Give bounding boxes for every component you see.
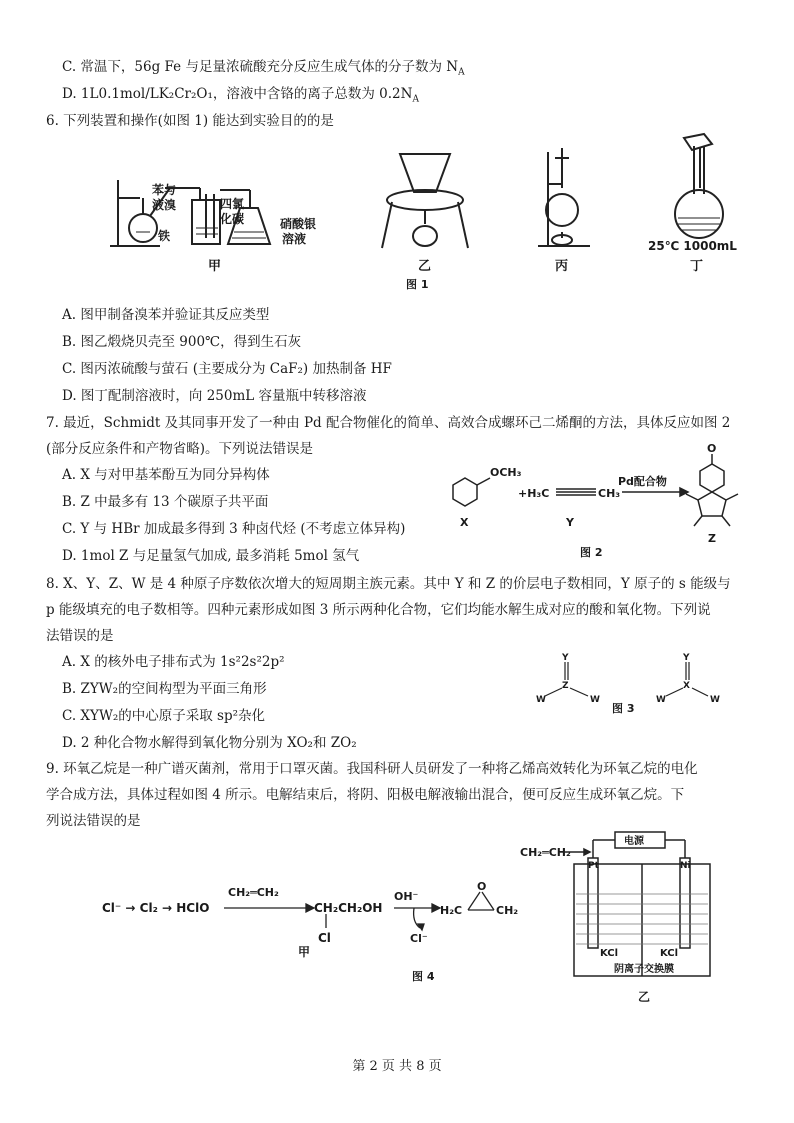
q8-option-b: B. ZYW₂的空间构型为平面三角形 — [62, 681, 267, 697]
fig3-w4: W — [710, 695, 720, 705]
fig2-och3: OCH₃ — [490, 466, 522, 479]
fig3-structures — [0, 640, 794, 720]
page-footer: 第 2 页 共 8 页 — [352, 1059, 442, 1074]
q7-stem-2: (部分反应条件和产物省略)。下列说法错误是 — [46, 441, 314, 457]
fig4-power: 电源 — [624, 836, 644, 847]
q7-option-c: C. Y 与 HBr 加成最多得到 3 种卤代烃 (不考虑立体异构) — [62, 521, 406, 537]
fig4-ethene: CH₂═CH₂ — [228, 886, 279, 899]
fig3-w2: W — [590, 695, 600, 705]
q5-option-c: C. 常温下，56g Fe 与足量浓硫酸充分反应生成气体的分子数为 $N_A$ — [62, 59, 465, 78]
fig2-reaction — [0, 440, 794, 570]
fig1-caption: 图 1 — [406, 278, 429, 291]
fig4-ethene2: CH₂═CH₂ — [520, 846, 571, 859]
fig4-chain: Cl⁻ → Cl₂ → HClO — [102, 901, 210, 915]
q9-stem-1: 9. 环氧乙烷是一种广谱灭菌剂，常用于口罩灭菌。我国科研人员研发了一种将乙烯高效转化为环氧乙烷的电化 — [46, 761, 698, 777]
q7-option-a: A. X 与对甲基苯酚互为同分异构体 — [62, 467, 270, 483]
label-ding: 丁 — [690, 259, 704, 274]
q6-option-b: B. 图乙煅烧贝壳至 900℃，得到生石灰 — [62, 334, 302, 350]
label-xiaosuan-2: 溶液 — [282, 232, 307, 246]
q8-option-c: C. XYW₂的中心原子采取 sp²杂化 — [62, 708, 266, 724]
fig4-pt: Pt — [588, 861, 599, 871]
q7-option-d: D. 1mol Z 与足量氢气加成, 最多消耗 5mol 氢气 — [62, 548, 360, 564]
fig4-product: CH₂CH₂OH — [314, 901, 383, 915]
fig4-yi: 乙 — [638, 990, 651, 1004]
fig2-plus: +H₃C — [518, 487, 550, 500]
fig4-kcl2: KCl — [660, 948, 679, 959]
fig3-y1: Y — [562, 653, 569, 663]
fig4-membrane: 阴离子交换膜 — [614, 964, 674, 975]
fig2-caption: 图 2 — [580, 546, 603, 559]
q5-option-d: D. 1L0.1mol/LK₂Cr₂O₁，溶液中含铬的离子总数为 $0.2N_A$ — [62, 86, 419, 105]
fig4-ni: Ni — [680, 861, 691, 871]
label-sifu-2: 化碳 — [220, 212, 245, 226]
q9-stem-3: 列说法错误的是 — [46, 813, 141, 829]
fig4-clminus: Cl⁻ — [410, 932, 428, 945]
q8-option-d: D. 2 种化合物水解得到氧化物分别为 XO₂和 ZO₂ — [62, 735, 357, 751]
q7-option-b: B. Z 中最多有 13 个碳原子共平面 — [62, 494, 269, 510]
fig4-oh: OH⁻ — [394, 890, 419, 903]
fig2-z: Z — [708, 532, 716, 545]
label-sifu-1: 四氯 — [220, 197, 245, 211]
fig2-o: O — [707, 442, 717, 455]
label-jia: 甲 — [208, 259, 222, 274]
fig3-w3: W — [656, 695, 666, 705]
label-benyuxiu-1: 苯与 — [152, 183, 177, 197]
fig4-o: O — [477, 880, 487, 893]
q8-option-a: A. X 的核外电子排布式为 1s²2s²2p² — [62, 654, 285, 670]
q8-stem-2: p 能级填充的电子数相等。四种元素形成如图 3 所示两种化合物，它们均能水解生成对应的酸和氧化物。下列说 — [46, 602, 711, 618]
label-tie: 铁 — [158, 229, 171, 243]
q9-stem-2: 学合成方法，具体过程如图 4 所示。电解结束后，将阴、阳极电解液输出混合，便可反应生成环氧乙烷。下 — [46, 787, 685, 803]
label-vol: 25℃ 1000mL — [648, 239, 737, 253]
fig3-x: X — [683, 681, 690, 691]
fig2-catalyst: Pd配合物 — [618, 475, 667, 488]
fig4-electrosynthesis — [0, 828, 794, 988]
q6-stem: 6. 下列装置和操作(如图 1) 能达到实验目的的是 — [46, 113, 334, 129]
fig3-z: Z — [562, 681, 569, 691]
label-bing: 丙 — [555, 259, 569, 274]
fig1-apparatus — [0, 128, 794, 318]
q6-option-c: C. 图丙浓硫酸与萤石 (主要成分为 CaF₂) 加热制备 HF — [62, 361, 392, 377]
fig3-caption: 图 3 — [612, 702, 635, 715]
q6-option-a: A. 图甲制备溴苯并验证其反应类型 — [62, 307, 270, 323]
fig3-w1: W — [536, 695, 546, 705]
fig2-y: Y — [566, 516, 574, 529]
fig3-y2: Y — [683, 653, 690, 663]
fig4-jia: 甲 — [298, 945, 311, 959]
fig4-h2c: H₂C — [440, 904, 463, 917]
fig4-cl: Cl — [318, 931, 331, 945]
label-yi: 乙 — [418, 259, 432, 274]
fig2-x: X — [460, 516, 469, 529]
fig4-ch2: CH₂ — [496, 904, 519, 917]
q8-stem-1: 8. X、Y、Z、W 是 4 种原子序数依次增大的短周期主族元素。其中 Y 和 Z 的价层电子数相同，Y 原子的 s 能级与 — [46, 576, 731, 592]
fig4-caption: 图 4 — [412, 970, 435, 983]
q7-stem-1: 7. 最近，Schmidt 及其同事开发了一种由 Pd 配合物催化的简单、高效合成螺环己二烯酮的方法，具体反应如图 2 — [46, 415, 731, 431]
label-xiaosuan-1: 硝酸银 — [280, 217, 317, 231]
q6-option-d: D. 图丁配制溶液时，向 250mL 容量瓶中转移溶液 — [62, 388, 367, 404]
q8-stem-3: 法错误的是 — [46, 628, 114, 644]
label-benyuxiu-2: 液溴 — [152, 198, 177, 212]
fig2-ch3: CH₃ — [598, 487, 621, 500]
fig4-kcl1: KCl — [600, 948, 619, 959]
